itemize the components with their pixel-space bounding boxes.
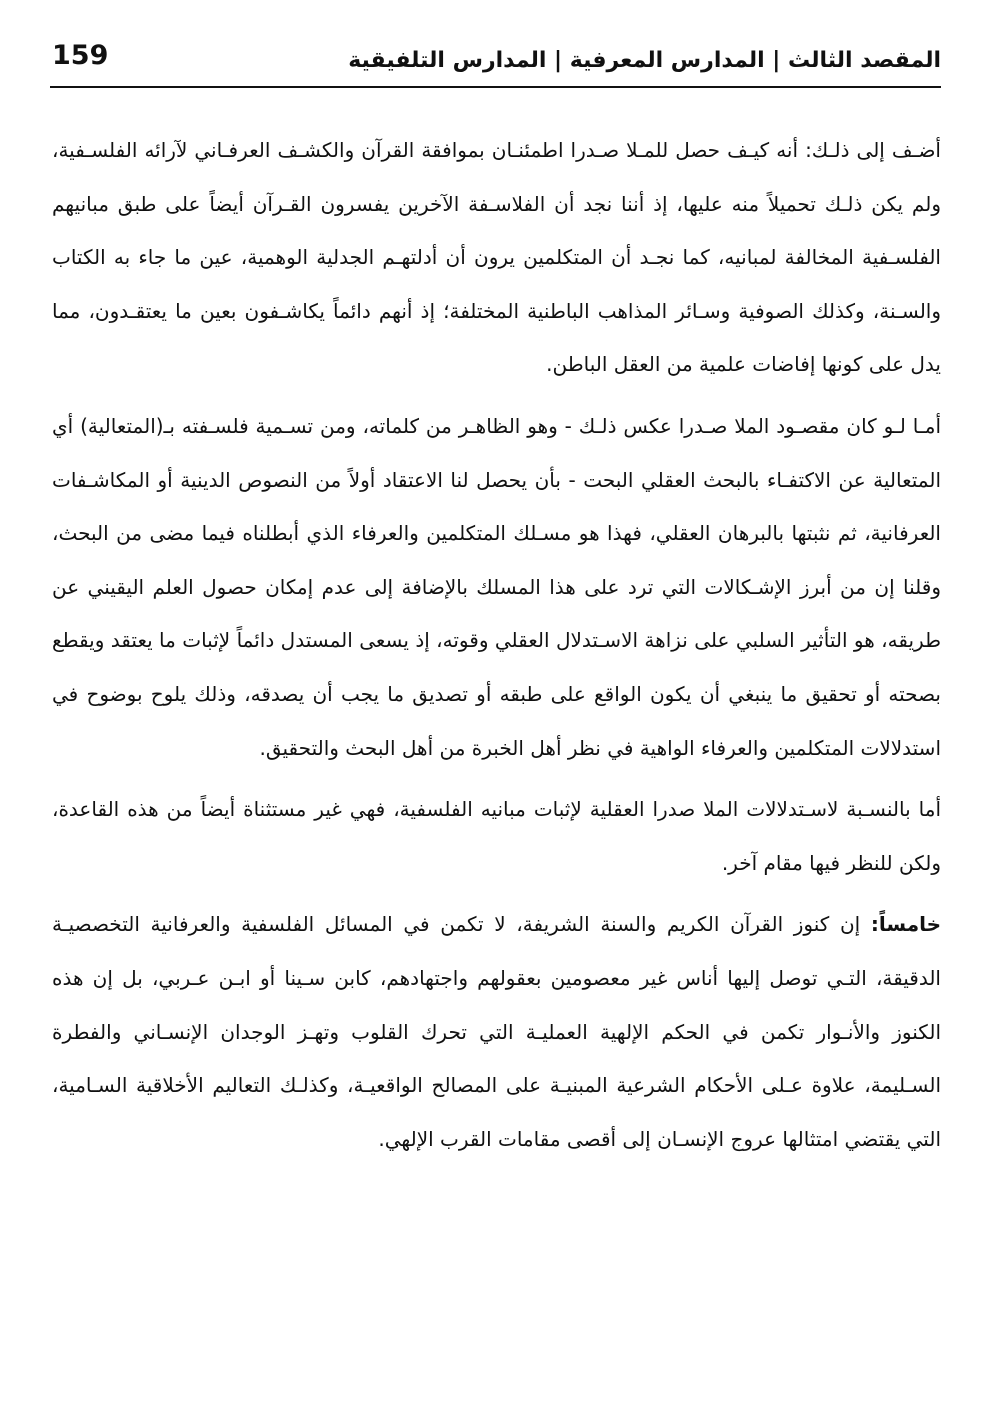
paragraph-3 (52, 783, 941, 890)
paragraph-text: إن كنوز القرآن الكريم والسنة الشريفة، لا تكمن في المسائل الفلسفية والعرفانية التخصصيـة الدقيقة، التـي توصل إليها أناس غير معصومين بعقولهم واجتهادهم، كابن سـينا أو ابـن عـربي، بل إن هذه الكنوز والأنـوار تكمن في الحكم الإلهية العمليـة التي تحرك القلوب وتهـز الوجدان الإنسـاني والفطرة السـليمة، علاوة عـلى الأحكام الشرعية المبنيـة على المصالح الواقعيـة، وكذلـك التعاليم الأخلاقية السـامية، التي يقتضي امتثالها عروج الإنسـان إلى أقصى مقامات القرب الإلهي. (52, 912, 941, 1151)
running-header-title: المقصد الثالث | المدارس المعرفية | المدارس التلفيقية (348, 48, 941, 73)
header-divider (50, 86, 941, 88)
page-number: 159 (52, 40, 109, 71)
paragraph-text: أما بالنسـبة لاسـتدلالات الملا صدرا العقلية لإثبات مبانيه الفلسفية، فهي غير مستثناة أيضاً من هذه القاعدة، ولكن للنظر فيها مقام آخر. (52, 797, 941, 875)
paragraph-text: أمـا لـو كان مقصـود الملا صـدرا عكس ذلـك - وهو الظاهـر من كلماته، ومن تسـمية فلسـفته بـ(المتعالية) أي المتعالية عن الاكتفـاء بالبحث العقلي البحت - بأن يحصل لنا الاعتقاد أولاً من النصوص الدينية أو المكاشـفات العرفانية، ثم نثبتها بالبرهان العقلي، فهذا هو مسـلك المتكلمين والعرفاء الذي أبطلناه فيما مضى من البحث، وقلنا إن من أبرز الإشـكالات التي ترد على هذا المسلك بالإضافة إلى عدم إمكان حصول العلم اليقيني عن طريقه، هو التأثير السلبي على نزاهة الاسـتدلال العقلي وقوته، إذ يسعى المستدل دائماً لإثبات ما يعتقد ويقطع بصحته أو تحقيق ما ينبغي أن يكون الواقع على طبقه أو تصديق ما يجب أن يصدقه، وذلك يلوح بوضوح في استدلالات المتكلمين والعرفاء الواهية في نظر أهل الخبرة من أهل البحث والتحقيق. (52, 413, 941, 760)
paragraph-text: أضـف إلى ذلـك: أنه كيـف حصل للمـلا صـدرا اطمئنـان بموافقة القرآن والكشـف العرفـاني لآرائه الفلسـفية، ولم يكن ذلـك تحميلاً منه عليها، إذ أننا نجد أن الفلاسـفة الآخرين يفسرون القـرآن أيضاً على طبق مبانيهم الفلسـفية المخالفة لمبانيه، كما نجـد أن المتكلمين يرون أن أدلتهـم الجدلية الوهمية، عين ما جاء به الكتاب والسـنة، وكذلك الصوفية وسـائر المذاهب الباطنية المختلفة؛ إذ أنهم دائماً يكاشـفون بعين ما يعتقـدون، مما يدل على كونها إفاضات علمية من العقل الباطن. (52, 138, 941, 377)
body-text (52, 124, 941, 1174)
paragraph-4 (52, 898, 941, 1166)
paragraph-2 (52, 400, 941, 775)
paragraph-lead-heading: خامساً: (870, 912, 941, 937)
paragraph-1 (52, 124, 941, 392)
